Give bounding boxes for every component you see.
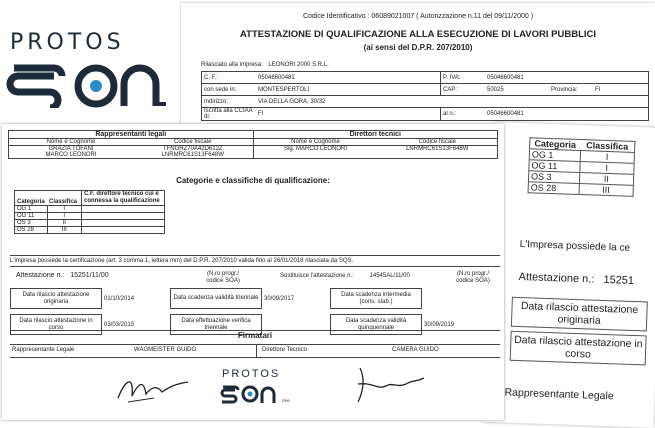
zoom-cat: OS 3 <box>530 171 552 183</box>
zoom-category-table <box>528 137 636 197</box>
tech-header: Direttori tecnici <box>253 131 498 139</box>
signature-left <box>114 368 194 408</box>
date-label: Data effettuazione verifica triennale <box>171 315 262 335</box>
piva-label: P. IVA: <box>441 72 486 84</box>
signature-right <box>352 360 432 406</box>
cat-cell: OS 3 <box>17 220 31 226</box>
zoom-possiede: L'Impresa possiede la ce <box>519 238 631 254</box>
cciaa-value: FI <box>258 111 264 117</box>
cat-cell: OG 1 <box>17 206 32 212</box>
cat-cell: OS 28 <box>17 227 35 233</box>
prov-value: FI <box>595 86 601 93</box>
zoom-cls: III <box>579 184 634 197</box>
bottom-logo-soa-mark <box>220 382 282 406</box>
date-label: Data rilascio attestazione originaria <box>11 289 102 309</box>
legal-cf: LNRMRC61S13F648W <box>161 152 224 158</box>
sede-value: MONTESPERTOLI <box>258 86 310 93</box>
document-title: ATTESTAZIONE DI QUALIFICAZIONE ALLA ESECUZIONE DI LAVORI PUBBLICI <box>239 29 597 40</box>
date-label: Data rilascio attestazione in corso <box>11 315 102 335</box>
col-name: Nome e Cognome <box>46 139 96 145</box>
zoom-cat: OS 28 <box>530 182 557 194</box>
att-value: 15251/11/00 <box>70 272 109 279</box>
zoom-cls: I <box>580 151 635 164</box>
legal-name: GRAZIA TOFANI <box>48 146 94 152</box>
zoom-att-value: 15251 <box>603 273 635 287</box>
piva-value: 05046600481 <box>487 74 524 81</box>
top-document <box>181 3 655 130</box>
zoom-att-label: Attestazione n.: <box>518 270 595 286</box>
cf-dir-head: C.F. direttore tecnico cui è connessa la qualificazione <box>82 191 165 206</box>
issued-value: LEONORI 2000 S.R.L. <box>268 62 329 68</box>
date-value <box>422 289 501 309</box>
logo-soa-mark <box>6 58 178 108</box>
company-info-table <box>201 71 649 121</box>
cf-value: 05046600481 <box>258 74 295 81</box>
cls-head: Classifica <box>49 199 78 205</box>
sede-label: con sede in: <box>204 86 237 93</box>
date-value: 01/10/2014 <box>104 295 135 302</box>
sost-label: Sostituisce l'attestazione n.: <box>280 273 354 279</box>
protos-soa-logo <box>6 30 178 110</box>
col-cf: Codice fiscale <box>174 139 212 145</box>
tech-cf: LNRMRC61S13F648W <box>406 146 469 152</box>
nprog-label: (N.ro progr./ codice SOA) <box>206 271 240 284</box>
zoom-date1: Data rilascio attestazione originaria <box>511 297 648 332</box>
col-cf: Codice fiscale <box>418 139 456 145</box>
cls-cell: III <box>47 227 82 234</box>
cat-cell: OG 11 <box>17 213 35 219</box>
bottom-logo-spa: SPA <box>282 398 290 403</box>
zoom-cls: II <box>579 173 634 186</box>
legal-header: Rappresentanti legali <box>95 131 167 138</box>
representatives-table <box>8 130 498 159</box>
date-label: Data scadenza intermedia (cons. stab.) <box>331 289 422 309</box>
legal-cf: TFNGRZ70A42D612Z <box>162 146 223 152</box>
categories-title: Categorie e classifiche di qualificazione: <box>176 176 330 185</box>
zoom-head-category: Categoria <box>534 138 577 150</box>
zoom-document <box>484 122 655 428</box>
bottom-logo <box>218 368 298 412</box>
dates-table <box>10 288 500 335</box>
cf-label: C. F.: <box>204 74 219 81</box>
cls-cell: I <box>47 206 82 213</box>
code-line: Codice Identificativo : 06089021007 ( Autorizzazione n.11 del 09/11/2000 ) <box>302 13 534 20</box>
zoom-cat: OG 11 <box>531 160 558 172</box>
zoom-rep: Rappresentante Legale <box>504 386 614 403</box>
issued-label: Rilasciato alla impresa: <box>201 62 263 68</box>
cap-value: 50025 <box>487 86 504 93</box>
zoom-cat: OG 1 <box>531 149 554 161</box>
dir-label: Direttore Tecnico <box>262 347 307 353</box>
zoom-date2: Data rilascio attestazione in corso <box>510 331 647 366</box>
date-label: Data scadenza validità triennale <box>171 289 262 309</box>
sost-value: 14545AL/11/00 <box>369 273 410 279</box>
aln-label: al n.: <box>441 108 486 121</box>
date-value: 03/03/2015 <box>104 321 135 328</box>
categories-table <box>14 190 165 234</box>
col-name: Nome e Cognome <box>253 139 378 146</box>
prov-label: Provincia: <box>551 86 578 93</box>
main-document <box>2 124 504 420</box>
logo-protos-text: PROTOS <box>10 30 125 55</box>
zoom-head-class: Classifica <box>586 140 629 152</box>
att-label: Attestazione n.: <box>16 272 65 279</box>
addr-label: Indirizzo: <box>204 98 229 105</box>
signatories-title: Firmatari <box>10 330 500 340</box>
cls-cell: II <box>47 220 82 227</box>
rep-label: Rappresentante Legale <box>12 347 75 353</box>
aln-value: 05046600481 <box>487 111 524 117</box>
nprog2-label: (N.ro progr./ codice SOA) <box>456 271 490 284</box>
rep-value: WAGMEISTER GUIDO <box>134 347 197 353</box>
date-label: Data scadenza validità quinquennale <box>331 315 422 335</box>
date-value: 30/09/2019 <box>424 321 455 328</box>
legal-name: MARCO LEONORI <box>45 152 97 158</box>
zoom-cls: I <box>579 162 634 175</box>
document-subtitle: (ai sensi del D.P.R. 207/2010) <box>363 43 473 52</box>
dir-value: CAMERA GUIDO <box>392 347 439 353</box>
date-value: 30/09/2017 <box>264 295 295 302</box>
addr-value: VIA DELLA GORA, 30/32 <box>258 98 326 105</box>
cap-label: CAP: <box>441 84 486 96</box>
tech-name: Sig. MARCO LEONORI <box>253 146 378 153</box>
certification-text: L'impresa possiede la certificazione (art. 3 comma 1, lettera mm) del D.P.R. 207/2010 valida fino al 26/01/2018 rilasciata da SQS. <box>10 255 500 267</box>
cat-head: Categoria <box>17 199 45 205</box>
bottom-logo-protos: PROTOS <box>222 368 281 380</box>
cls-cell: I <box>47 213 82 220</box>
cciaa-label: Iscritta alla CCIAA di: <box>204 108 253 120</box>
